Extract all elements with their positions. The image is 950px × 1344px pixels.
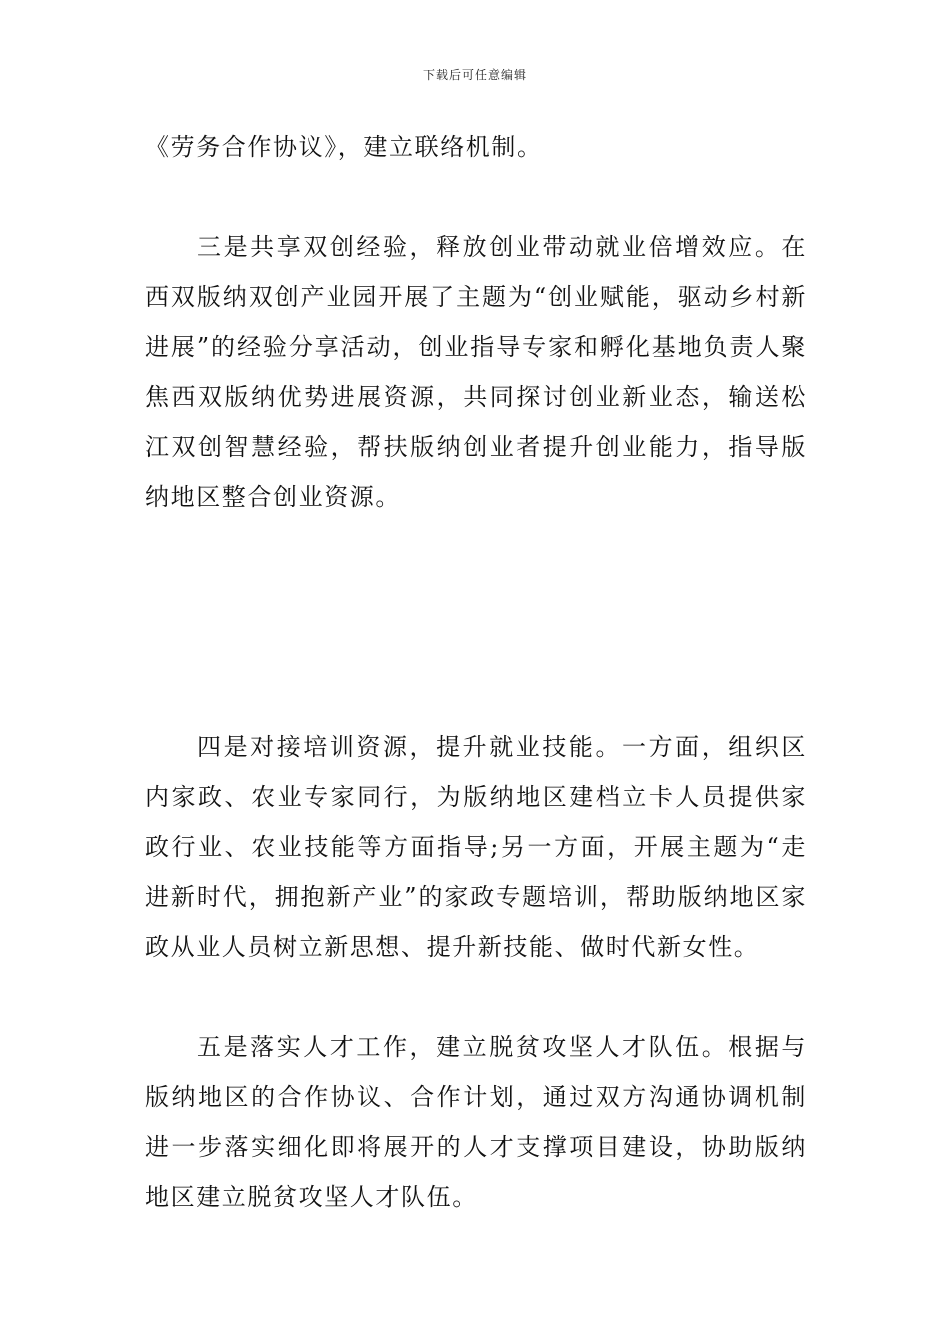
paragraph-continuation: 《劳务合作协议》，建立联络机制。 (145, 133, 543, 161)
header-note: 下载后可任意编辑 (422, 68, 527, 82)
paragraph-four: 四是对接培训资源，提升就业技能。一方面，组织区内家政、农业专家同行，为版纳地区建档立卡人员提供家政行业、农业技能等方面指导;另一方面，开展主题为“走进新时代，拥抱新产业”的家政专题培训，帮助版纳地区家政从业人员树立新思想、提升新技能、做时代新女性。 (145, 733, 807, 961)
paragraph-five: 五是落实人才工作，建立脱贫攻坚人才队伍。根据与版纳地区的合作协议、合作计划，通过双方沟通协调机制进一步落实细化即将展开的人才支撑项目建设，协助版纳地区建立脱贫攻坚人才队伍。 (145, 1033, 807, 1211)
paragraph-three: 三是共享双创经验，释放创业带动就业倍增效应。在西双版纳双创产业园开展了主题为“创业赋能，驱动乡村新进展”的经验分享活动，创业指导专家和孵化基地负责人聚焦西双版纳优势进展资源，共同探讨创业新业态，输送松江双创智慧经验，帮扶版纳创业者提升创业能力，指导版纳地区整合创业资源。 (145, 233, 807, 511)
